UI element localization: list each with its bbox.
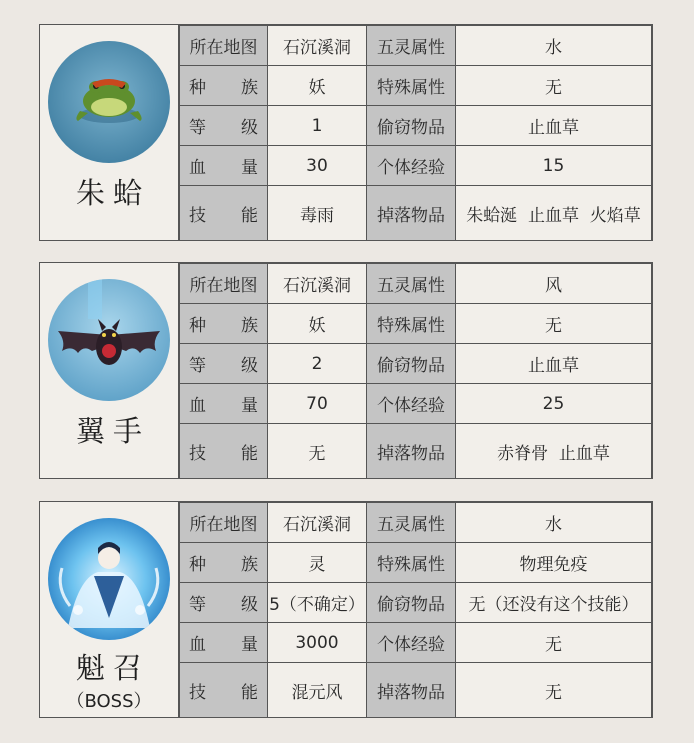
monster-stats-table [179, 263, 652, 479]
label-map: 所在地图 [180, 503, 268, 543]
label-hp: 血 量 [180, 384, 268, 424]
value-race: 灵 [268, 543, 367, 583]
bat-icon [48, 279, 170, 401]
label-element: 五灵属性 [367, 26, 456, 66]
value-map: 石沉溪洞 [268, 503, 367, 543]
monster-name: 朱蛤 [75, 176, 150, 210]
value-map: 石沉溪洞 [268, 264, 367, 304]
monster-portrait [40, 502, 179, 717]
label-hp: 血 量 [180, 146, 268, 186]
boss-tag: （BOSS） [66, 691, 152, 712]
value-level: 5（不确定） [268, 583, 367, 623]
label-element: 五灵属性 [367, 264, 456, 304]
label-exp: 个体经验 [367, 146, 456, 186]
value-race: 妖 [268, 304, 367, 344]
label-exp: 个体经验 [367, 623, 456, 663]
label-level: 等 级 [180, 583, 268, 623]
label-skill: 技 能 [180, 186, 268, 241]
value-skill: 毒雨 [268, 186, 367, 241]
label-skill: 技 能 [180, 424, 268, 479]
value-hp: 30 [268, 146, 367, 186]
monster-portrait [40, 263, 179, 478]
label-steal: 偷窃物品 [367, 583, 456, 623]
label-race: 种 族 [180, 66, 268, 106]
label-race: 种 族 [180, 543, 268, 583]
monster-card-2 [39, 262, 653, 479]
value-hp: 70 [268, 384, 367, 424]
value-level: 1 [268, 106, 367, 146]
value-special: 无 [456, 66, 652, 106]
value-exp: 无 [456, 623, 652, 663]
spirit-icon [48, 518, 170, 640]
label-skill: 技 能 [180, 663, 268, 718]
label-drop: 掉落物品 [367, 424, 456, 479]
label-element: 五灵属性 [367, 503, 456, 543]
value-steal: 无（还没有这个技能） [456, 583, 652, 623]
label-special: 特殊属性 [367, 66, 456, 106]
value-special: 物理免疫 [456, 543, 652, 583]
value-skill: 无 [268, 424, 367, 479]
monster-name: 魁召 [75, 651, 150, 685]
label-special: 特殊属性 [367, 543, 456, 583]
value-special: 无 [456, 304, 652, 344]
label-map: 所在地图 [180, 264, 268, 304]
value-steal: 止血草 [456, 106, 652, 146]
value-exp: 15 [456, 146, 652, 186]
value-exp: 25 [456, 384, 652, 424]
label-map: 所在地图 [180, 26, 268, 66]
value-element: 水 [456, 26, 652, 66]
monster-card-3 [39, 501, 653, 718]
value-drop: 赤脊骨 止血草 [456, 424, 652, 479]
value-element: 风 [456, 264, 652, 304]
label-special: 特殊属性 [367, 304, 456, 344]
monster-portrait [40, 25, 179, 240]
value-element: 水 [456, 503, 652, 543]
value-drop: 朱蛤涎 止血草 火焰草 [456, 186, 652, 241]
label-steal: 偷窃物品 [367, 106, 456, 146]
label-exp: 个体经验 [367, 384, 456, 424]
label-hp: 血 量 [180, 623, 268, 663]
value-hp: 3000 [268, 623, 367, 663]
label-drop: 掉落物品 [367, 186, 456, 241]
value-level: 2 [268, 344, 367, 384]
label-steal: 偷窃物品 [367, 344, 456, 384]
label-drop: 掉落物品 [367, 663, 456, 718]
value-steal: 止血草 [456, 344, 652, 384]
value-map: 石沉溪洞 [268, 26, 367, 66]
toad-icon [48, 41, 170, 163]
monster-card-1 [39, 24, 653, 241]
value-drop: 无 [456, 663, 652, 718]
monster-stats-table [179, 25, 652, 241]
value-skill: 混元风 [268, 663, 367, 718]
label-level: 等 级 [180, 106, 268, 146]
label-race: 种 族 [180, 304, 268, 344]
monster-stats-table [179, 502, 652, 718]
label-level: 等 级 [180, 344, 268, 384]
value-race: 妖 [268, 66, 367, 106]
monster-name: 翼手 [75, 414, 150, 448]
